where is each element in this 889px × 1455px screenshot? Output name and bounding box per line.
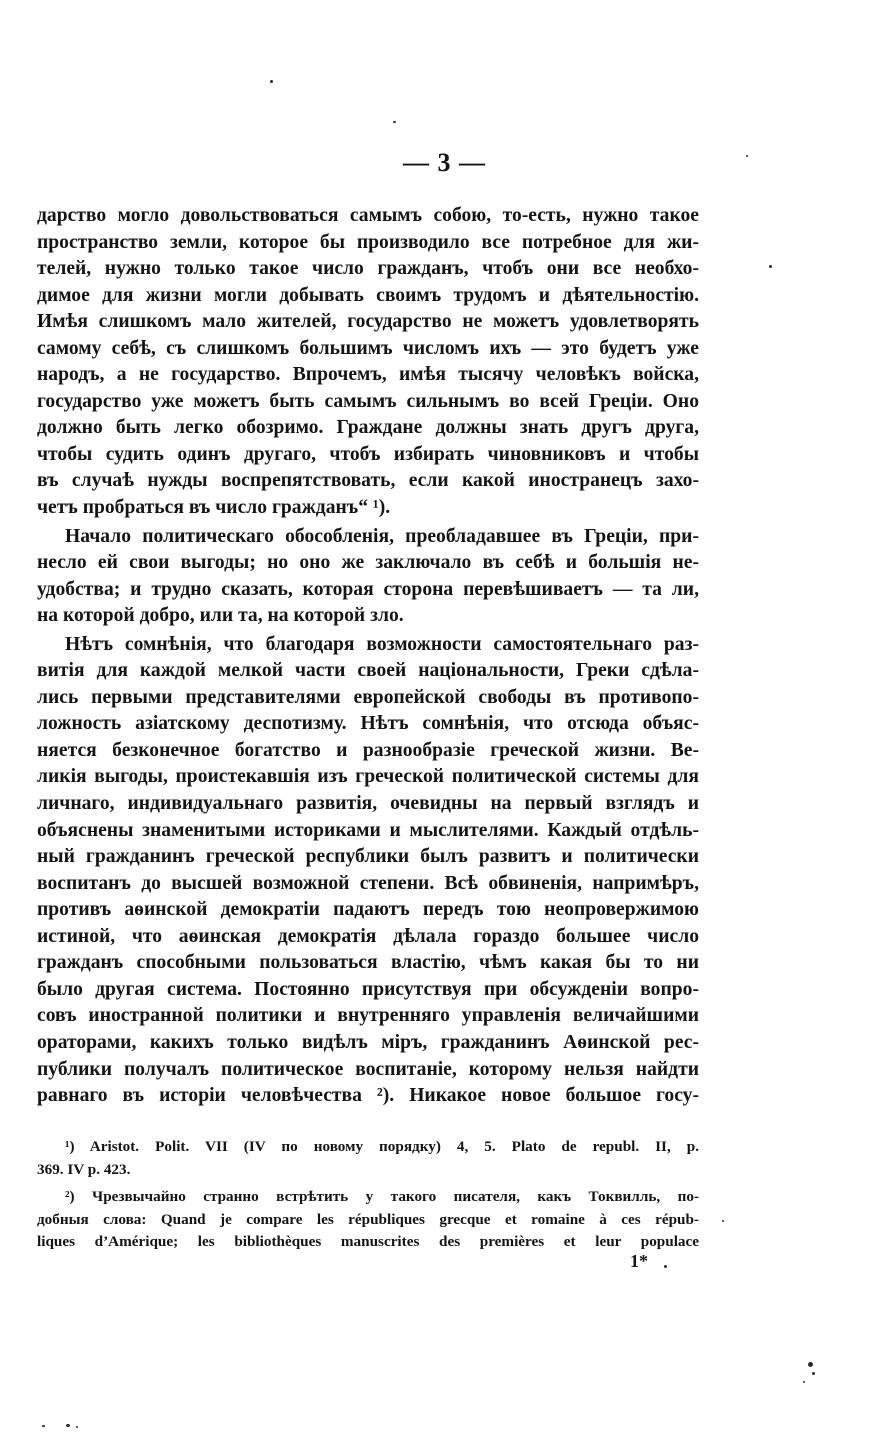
page-number: — 3 — — [403, 148, 486, 177]
text-line: чтобы судить одинъ другаго, чтобъ избирать чиновниковъ и чтобы — [37, 443, 699, 465]
text-line: на которой добро, или та, на которой зло. — [37, 605, 404, 627]
text-line: должно быть легко обозримо. Граждане должны знать другъ друга, — [37, 417, 699, 439]
scan-speck — [270, 80, 273, 83]
footnote-line: liques d’Amérique; les bibliothèques manuscrites des premières et leur populace — [37, 1233, 699, 1250]
text-line: ложность азіатскому деспотизму. Нѣтъ сомнѣнія, что отсюда объяс- — [37, 713, 699, 735]
text-line: ный гражданинъ греческой республики былъ развитъ и политически — [37, 846, 699, 868]
text-line: лись первыми представителями европейской свободы въ противопо- — [37, 686, 699, 708]
text-line: объяснены знаменитыми историками и мыслителями. Каждый отдѣль- — [37, 819, 699, 841]
footnote-line: ²) Чрезвычайно странно встрѣтить у такого писателя, какъ Токвилль, по- — [65, 1188, 699, 1205]
scan-speck — [808, 1362, 813, 1367]
scan-speck — [393, 121, 396, 123]
text-line: телей, нужно только такое число гражданъ, чтобъ они все необхо- — [37, 258, 699, 280]
text-line: дарство могло довольствоваться самымъ собою, то-есть, нужно такое — [37, 205, 699, 226]
text-line: самому себѣ, съ слишкомъ большимъ числомъ ихъ — это будетъ уже — [37, 337, 699, 359]
scan-speck — [803, 1381, 805, 1383]
text-line: Имѣя слишкомъ мало жителей, государство не можетъ удовлетворять — [37, 311, 699, 333]
text-line: воспитанъ до высшей возможной степени. Всѣ обвиненія, напримѣръ, — [37, 872, 699, 894]
text-line: государство уже можетъ быть самымъ сильнымъ во всей Греціи. Оно — [37, 390, 699, 412]
text-line: Начало политическаго обособленія, преобладавшее въ Греціи, при- — [65, 525, 699, 547]
text-line: ораторами, какихъ только видѣлъ міръ, гражданинъ Аѳинской рес- — [37, 1031, 699, 1053]
text-line: четъ пробраться въ число гражданъ“ ¹). — [37, 497, 391, 519]
text-line: совъ иностранной политики и внутренняго управленія величайшими — [37, 1005, 699, 1027]
text-line: ликія выгоды, проистекавшія изъ греческой политической системы для — [37, 766, 699, 788]
text-line: народъ, а не государство. Впрочемъ, имѣя тысячу человѣкъ войска, — [37, 364, 699, 386]
text-line: публики получалъ политическое воспитаніе, которому нельзя найдти — [37, 1058, 699, 1080]
scan-speck — [664, 1265, 667, 1268]
scan-speck — [812, 1372, 815, 1375]
text-line: истиной, что аѳинская демократія дѣлала гораздо большее число — [37, 925, 699, 947]
text-line: пространство земли, которое бы производило все потребное для жи- — [37, 231, 699, 253]
text-line: было другая система. Постоянно присутствуя при обсужденіи вопро- — [37, 978, 699, 1000]
scan-speck — [722, 1220, 724, 1222]
footnotes — [37, 1136, 699, 1254]
text-line: противъ аѳинской демократіи падаютъ передъ тою неопровержимою — [37, 899, 699, 921]
text-line: равнаго въ исторіи человѣчества ²). Никакое новое большое госу- — [37, 1085, 699, 1107]
text-line: удобства; и трудно сказать, которая сторона перевѣшиваетъ — та ли, — [37, 578, 699, 600]
scan-speck — [42, 1425, 45, 1427]
text-line: димое для жизни могли добывать своимъ трудомъ и дѣятельностію. — [37, 284, 699, 306]
text-line: витія для каждой мелкой части своей національности, Греки сдѣла- — [37, 660, 699, 682]
scan-speck — [76, 1426, 78, 1428]
text-line: гражданъ способными пользоваться властію, чѣмъ какая бы то ни — [37, 952, 699, 974]
scan-speck — [769, 265, 772, 268]
footnote-line: ¹) Aristot. Polit. VII (IV по новому порядку) 4, 5. Plato de republ. II, p. — [65, 1138, 699, 1155]
scan-speck — [746, 155, 748, 157]
footnote-line: 369. IV p. 423. — [37, 1160, 131, 1178]
text-line: няется безконечное богатство и разнообразіе греческой жизни. Ве- — [37, 739, 699, 761]
text-line: несло ей свои выгоды; но оно же заключало въ себѣ и большія не- — [37, 552, 699, 574]
main-text — [37, 203, 699, 1110]
text-line: личнаго, индивидуальнаго развитія, очевидны на первый взглядъ и — [37, 793, 699, 815]
text-line: въ случаѣ нужды воспрепятствовать, если какой иностранецъ захо- — [37, 470, 699, 492]
text-line: Нѣтъ сомнѣнія, что благодаря возможности самостоятельнаго раз- — [65, 633, 699, 655]
footnote-line: добныя слова: Quand je compare les républiques grecque et romaine à ces répub- — [37, 1210, 699, 1228]
scan-speck — [66, 1424, 70, 1427]
signature-mark: 1* — [630, 1251, 648, 1271]
